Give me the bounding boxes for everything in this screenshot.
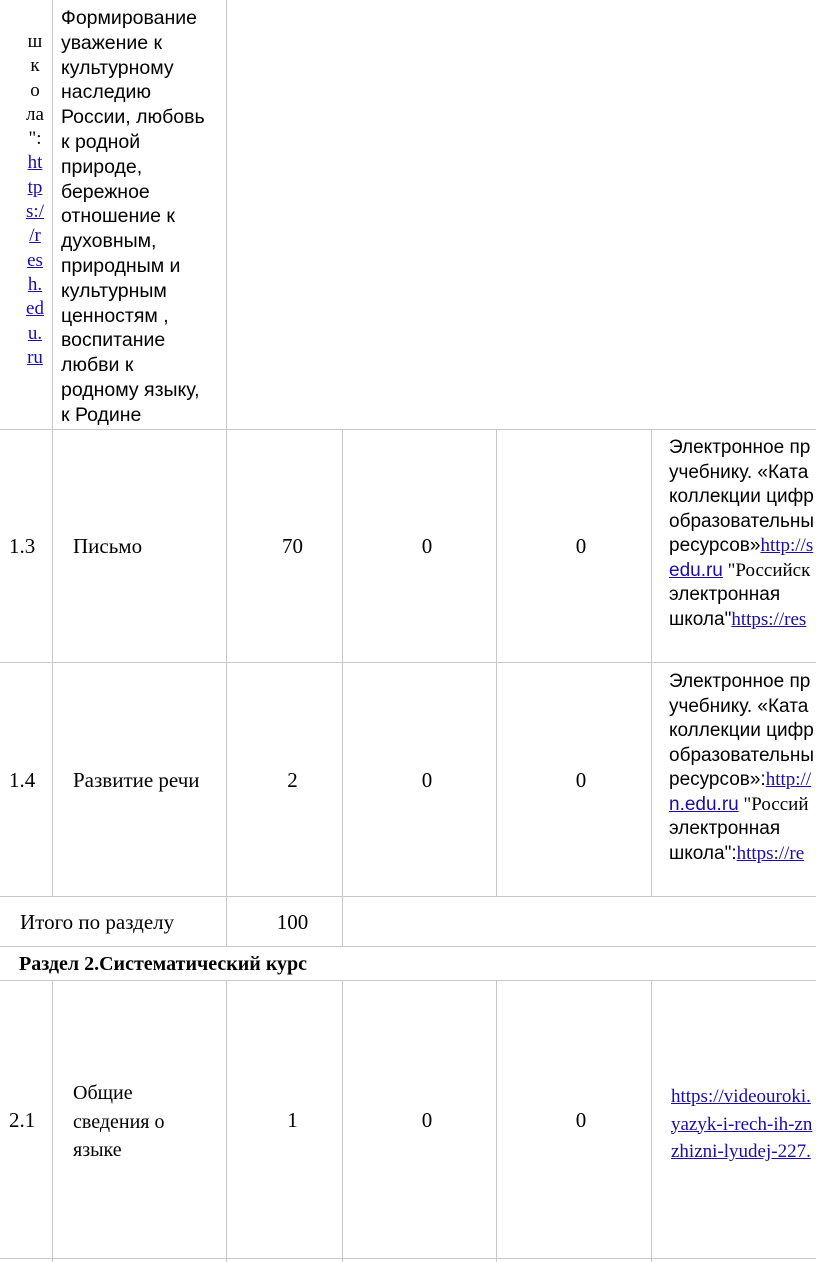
school-name-narrow-cell [18,30,52,370]
resh-link-part[interactable]: h. [27,273,43,295]
row-practical-works: 0 [575,534,587,558]
resource-line [669,842,814,867]
description-line: природе, [61,155,143,178]
resource-line: учебнику. «Ката [669,461,809,483]
row-hours: 70 [282,534,303,558]
row-practical-works: 0 [575,1108,587,1132]
topic-line: языке [73,1139,122,1161]
grid-line [0,980,816,981]
collection-link[interactable]: n.edu.ru [669,793,739,815]
description-line: ценностям , [61,304,169,327]
description-line: культурному [61,56,174,79]
resource-line: образовательны [669,744,815,766]
videouroki-link[interactable]: zhizni-lyudej-227. [671,1141,811,1162]
grid-line [342,430,343,947]
resource-line [669,793,814,818]
grid-line [52,0,53,430]
videouroki-link[interactable]: https://videouroki. [671,1086,811,1107]
row-control-works: 0 [421,768,433,792]
description-line: любви к [61,354,134,377]
row-topic: Развитие речи [73,768,200,792]
grid-line [226,430,227,947]
resource-line [669,608,814,633]
section-total-value: 100 [276,910,309,934]
description-line: к Родине [61,403,142,426]
narrow-text: ла [26,103,44,125]
grid-line [0,946,816,947]
row-resources [669,436,814,632]
grid-line [0,1258,816,1259]
row-number: 1.3 [9,534,36,558]
resource-text: "Россий [738,793,809,815]
resh-link[interactable]: https://re [736,842,805,864]
resh-link-part[interactable]: ht [27,152,43,174]
collection-link[interactable]: http:// [765,769,812,790]
row-number: 1.4 [9,768,36,792]
description-line: России, любовь [61,106,205,129]
resh-link-part[interactable]: ed [26,298,44,320]
resource-text: "Российск [722,559,811,581]
topic-line: сведения о [73,1110,165,1133]
resource-line [669,534,814,559]
narrow-text: ": [28,128,42,150]
resh-link-part[interactable]: s:/ [26,201,44,223]
description-line: уважение к [61,31,163,54]
resource-line [669,559,814,584]
section-2-title: Раздел 2.Систематический курс [19,953,308,975]
videouroki-link[interactable]: yazyk-i-rech-ih-zn [671,1113,813,1135]
section-total-label: Итого по разделу [20,910,175,934]
resh-link-part[interactable]: es [27,249,43,271]
resource-line: коллекции цифр [669,486,814,507]
description-line: родному языку, [61,378,200,401]
row-resources [669,670,814,866]
grid-line [0,429,816,430]
description-line: наследию [61,81,152,104]
row-control-works: 0 [421,534,433,558]
narrow-text: к [30,55,40,77]
grid-line [226,0,227,430]
resource-line: учебнику. «Ката [669,695,809,717]
resource-line: электронная [669,818,781,839]
grid-line [52,430,53,897]
description-line: Формирование [61,7,197,29]
grid-line [0,896,816,897]
description-line: бережное [61,180,150,203]
grid-line [651,430,652,897]
description-line: воспитание [61,329,166,352]
resh-link-part[interactable]: u. [27,322,43,344]
narrow-text: ш [27,31,43,52]
resource-text: ресурсов»: [669,769,766,790]
row-resources [671,1083,812,1166]
description-line: культурным [61,279,167,302]
row-number: 2.1 [9,1108,36,1132]
collection-link[interactable]: http://s [760,535,814,556]
resh-link-part[interactable]: /r [29,225,41,247]
row-topic: Письмо [73,534,143,558]
row-control-works: 0 [421,1108,433,1132]
upbringing-description [61,6,205,428]
resh-link-part[interactable]: ru [27,346,43,368]
resource-line [669,768,814,793]
row-hours: 2 [287,768,298,792]
narrow-text: о [30,79,40,101]
resource-line: Электронное пр [669,671,811,692]
grid-line [496,430,497,897]
topic-line: Общие [73,1082,133,1104]
resource-text: школа" [669,608,732,630]
grid-line [52,980,53,1262]
resource-line: Электронное пр [669,437,811,458]
description-line: природным и [61,254,181,277]
collection-link[interactable]: edu.ru [669,559,723,581]
row-topic [73,1079,164,1165]
resource-text: школа": [669,842,737,864]
resource-text: ресурсов» [669,535,761,556]
resource-line: коллекции цифр [669,720,814,741]
grid-line [0,662,816,663]
description-line: отношение к [61,205,175,228]
row-hours: 1 [287,1108,298,1132]
row-practical-works: 0 [575,768,587,792]
resource-line: образовательны [669,510,815,532]
description-line: духовным, [61,230,157,253]
resource-line: электронная [669,584,781,605]
resh-link[interactable]: https://res [731,608,807,630]
description-line: к родной [61,130,141,153]
resh-link-part[interactable]: tp [27,176,43,198]
